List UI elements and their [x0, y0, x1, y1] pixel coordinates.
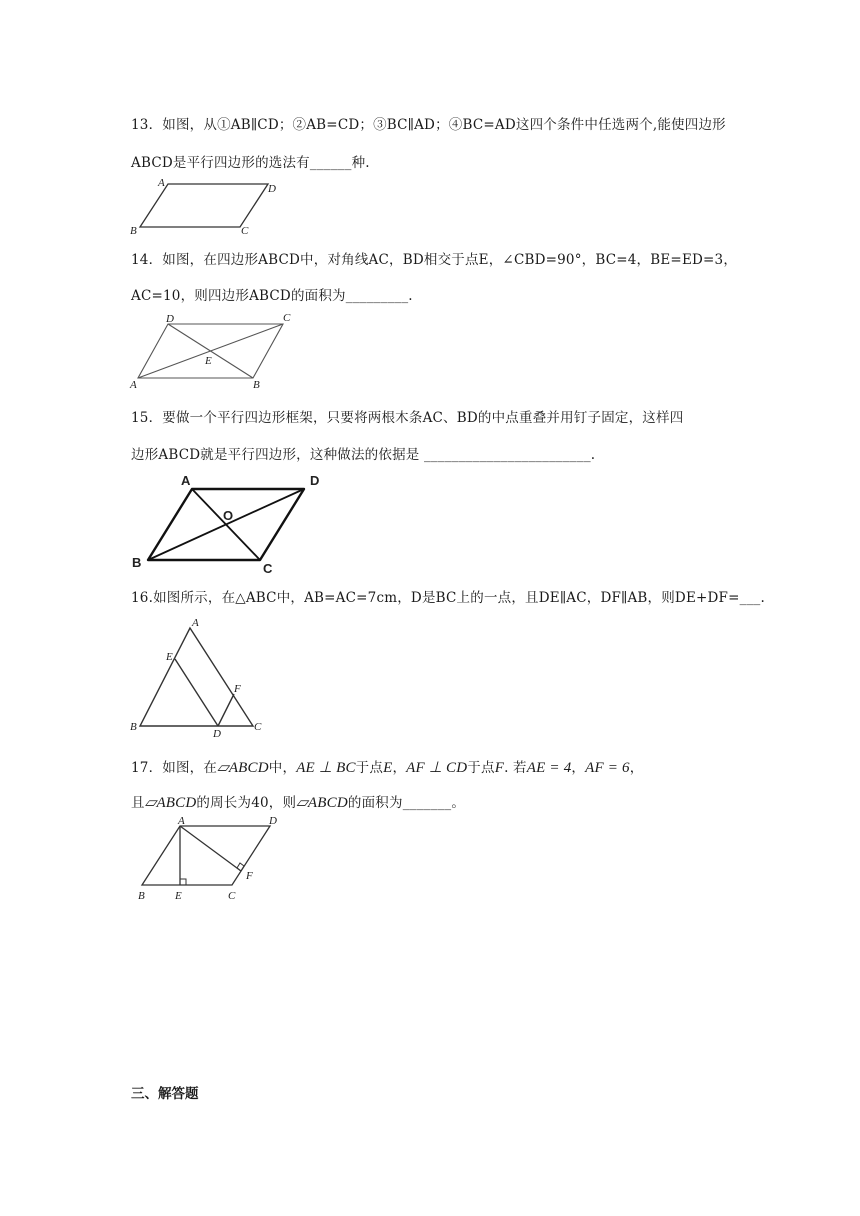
q17-ruo: . 若	[504, 760, 527, 776]
q16-triangle-figure	[128, 612, 273, 740]
q14-label-d: D	[166, 313, 174, 325]
q14-label-c: C	[283, 312, 291, 324]
q14-text-line1: 14．如图，在四边形ABCD中，对角线AC，BD相交于点E，∠CBD=90°，BC=4，BE=ED=3，	[131, 252, 738, 268]
q17-perimeter: 的周长为40，则	[196, 795, 297, 811]
q14-label-a: A	[130, 379, 137, 391]
q17-text-line1	[131, 756, 643, 777]
q17-zhong: 中，	[268, 760, 297, 776]
q16-label-b: B	[130, 721, 137, 733]
q16-label-a: A	[192, 617, 199, 629]
q15-parallelogram-figure	[128, 470, 333, 576]
q17-af-perp-cd: AF ⊥ CD	[406, 760, 468, 776]
q17-label-c: C	[228, 890, 236, 902]
q17-f: F	[494, 760, 505, 776]
q17-label-f: F	[246, 870, 253, 882]
q14-quadrilateral-figure	[128, 308, 308, 392]
q17-abcd-3: ▱ABCD	[296, 795, 348, 811]
q17-area: 的面积为_______。	[347, 795, 466, 811]
q17-text-line2	[131, 791, 465, 812]
q17-e: E	[383, 760, 393, 776]
q15-label-a: A	[181, 473, 191, 488]
q17-yu-e: 于点	[355, 760, 384, 776]
q14-text-line2: AC=10，则四边形ABCD的面积为_________.	[131, 288, 413, 304]
q17-comma3: ，	[629, 760, 644, 776]
q17-comma: ，	[392, 760, 407, 776]
q17-ae-perp-bc: AE ⊥ BC	[296, 760, 356, 776]
q13-label-a: A	[158, 177, 165, 189]
q17-qie: 且	[131, 795, 145, 811]
q13-parallelogram-figure	[128, 174, 288, 238]
q17-abcd-2: ▱ABCD	[144, 795, 197, 811]
q15-label-c: C	[263, 561, 273, 576]
q15-text-line2: 边形ABCD就是平行四边形，这种做法的依据是 ________________________.	[131, 447, 596, 463]
q15-label-o: O	[223, 508, 234, 523]
q14-label-b: B	[253, 379, 260, 391]
q16-label-e: E	[166, 651, 173, 663]
q17-intro: 17．如图，在	[131, 760, 218, 776]
q17-label-a: A	[178, 815, 185, 827]
q15-label-b: B	[132, 555, 142, 570]
q13-label-d: D	[268, 183, 276, 195]
q13-text-line2: ABCD是平行四边形的选法有______种.	[131, 155, 370, 171]
q15-text-line1: 15．要做一个平行四边形框架，只要将两根木条AC、BD的中点重叠并用钉子固定，这样四	[131, 410, 684, 426]
q16-text-line1: 16.如图所示，在△ABC中，AB=AC=7cm，D是BC上的一点，且DE∥AC，DF∥AB，则DE+DF=___.	[131, 590, 765, 606]
q17-label-d: D	[269, 815, 277, 827]
q17-af-eq-6: AF = 6	[585, 760, 630, 776]
q17-ae-eq-4: AE = 4	[526, 760, 572, 776]
q17-abcd: ▱ABCD	[217, 760, 269, 776]
q17-parallelogram-figure	[128, 812, 288, 904]
q13-label-c: C	[241, 225, 249, 237]
q17-label-e: E	[175, 890, 182, 902]
q16-label-c: C	[254, 721, 262, 733]
section-heading: 三、解答题	[131, 1086, 199, 1102]
q16-label-f: F	[234, 683, 241, 695]
q17-comma2: ，	[571, 760, 586, 776]
q14-label-e: E	[205, 355, 212, 367]
q15-label-d: D	[310, 473, 320, 488]
q17-yu-f: 于点	[467, 760, 495, 776]
q16-label-d: D	[213, 728, 221, 740]
q13-label-b: B	[130, 225, 137, 237]
q13-text-line1: 13．如图，从①AB∥CD；②AB=CD；③BC∥AD；④BC=AD这四个条件中任选两个,能使四边形	[131, 117, 726, 133]
q17-label-b: B	[138, 890, 145, 902]
